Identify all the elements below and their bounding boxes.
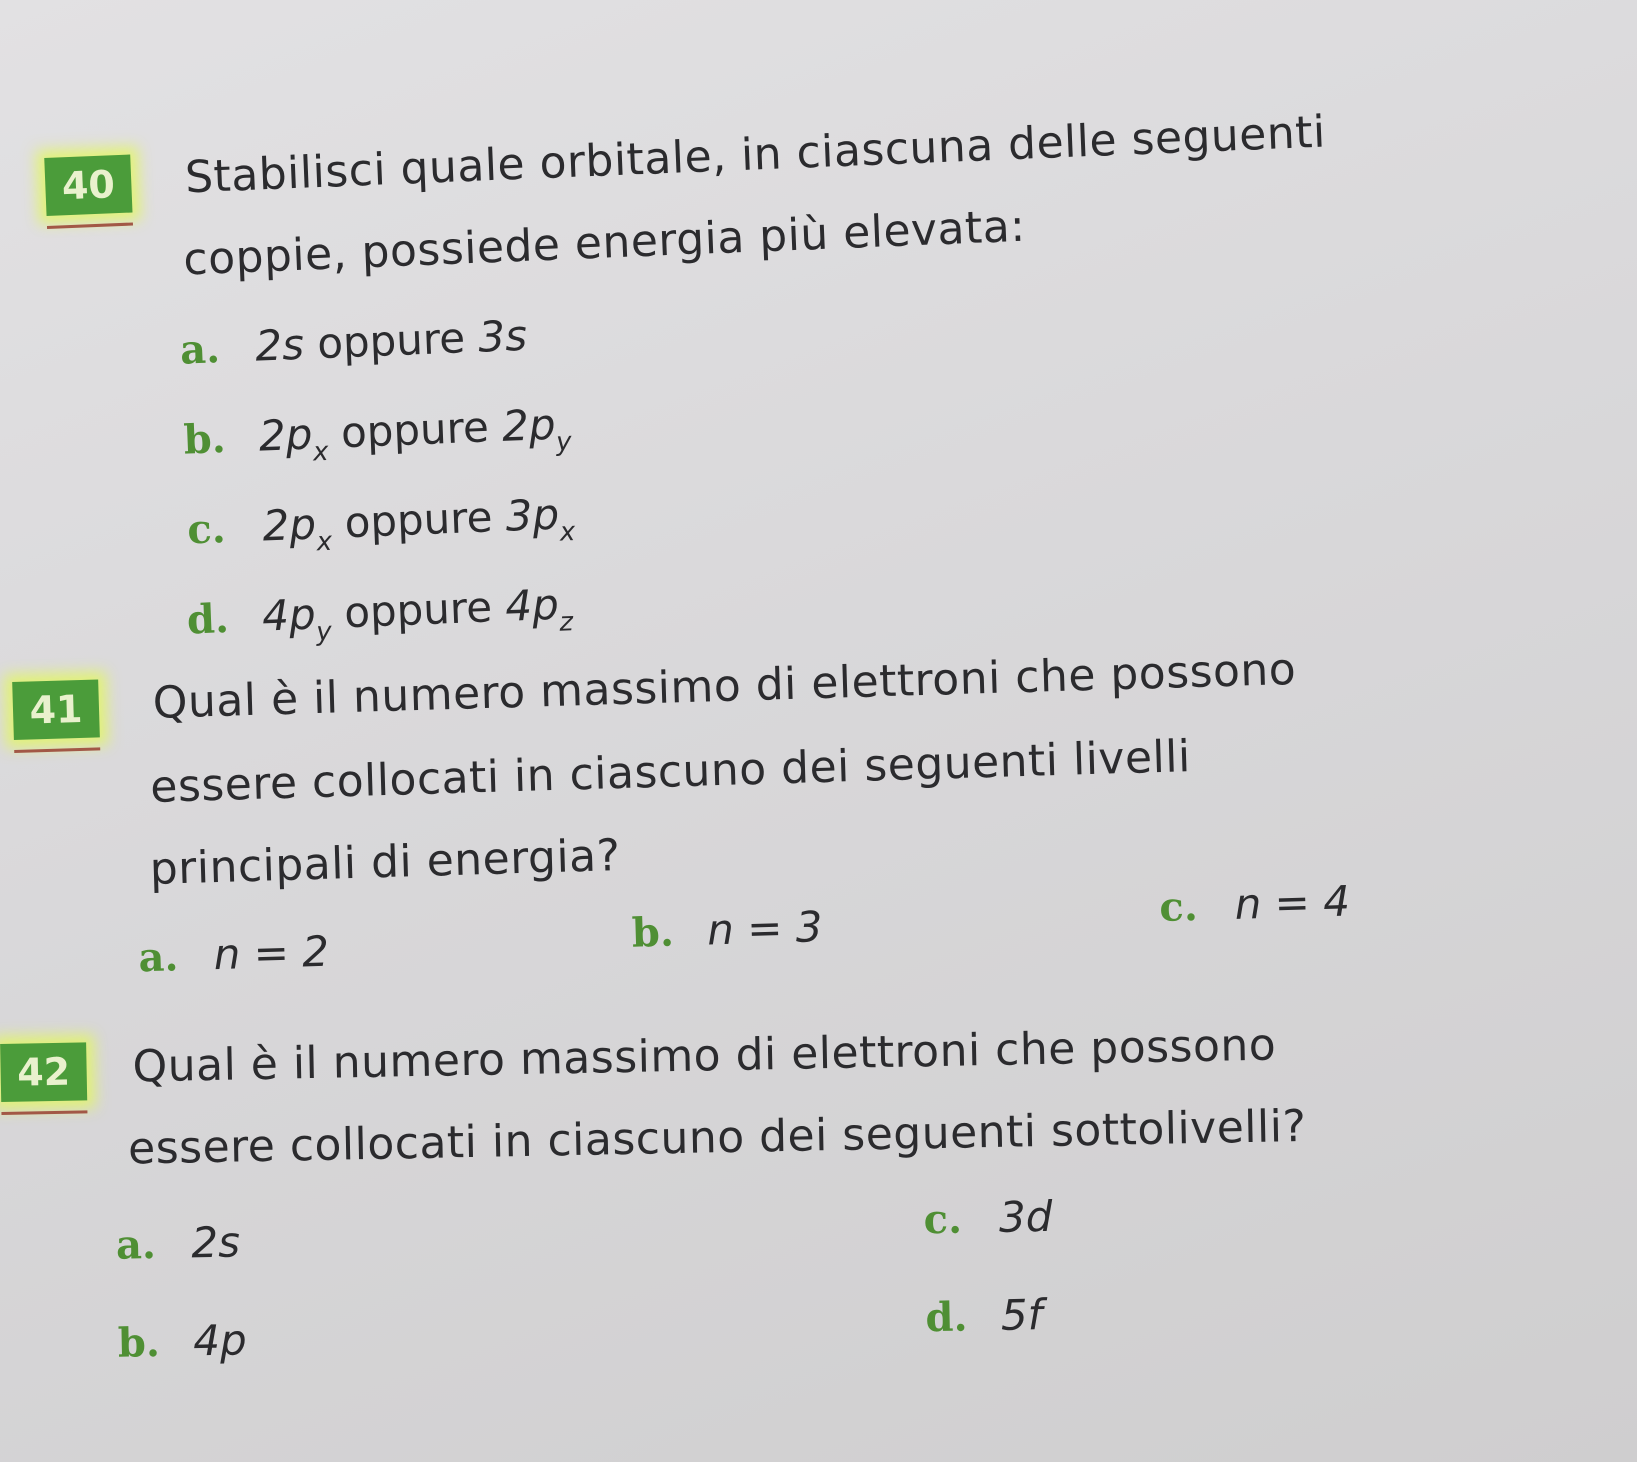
option-d: [186, 579, 574, 652]
option-letter: c.: [1158, 882, 1199, 932]
exercise-number-badge: 40: [44, 155, 132, 216]
option-letter: c.: [186, 505, 227, 554]
orbital-1: 4p: [261, 589, 317, 641]
option-c: [186, 489, 575, 563]
orbital-1-subscript: x: [312, 436, 330, 468]
option-letter: d.: [185, 594, 230, 644]
orbital-1: 2p: [261, 499, 317, 551]
question-line-2: essere collocati in ciascuno dei seguenti sottolivelli?: [127, 1100, 1307, 1175]
orbital-2-subscript: z: [558, 607, 574, 638]
orbital-2: 3p: [504, 489, 561, 541]
question-line-1: Stabilisci quale orbitale, in ciascuna delle seguenti: [184, 106, 1327, 204]
option-separator: oppure: [316, 313, 466, 369]
orbital-2: 4p: [504, 579, 560, 631]
orbital-2: 2p: [501, 399, 557, 451]
option-letter: d.: [925, 1293, 968, 1342]
option-letter: b.: [117, 1318, 161, 1367]
option-c: [923, 1192, 1053, 1243]
sublevel: 2s: [190, 1217, 241, 1268]
option-b: [631, 902, 823, 957]
option-a: [116, 1217, 241, 1268]
level-expression: n = 2: [212, 926, 330, 980]
option-b: [117, 1315, 247, 1366]
level-expression: n = 3: [706, 902, 824, 955]
option-letter: a.: [137, 933, 179, 982]
exercise-number-badge: 41: [12, 679, 100, 740]
option-letter: b.: [182, 414, 227, 464]
orbital-1-subscript: x: [316, 526, 333, 558]
level-expression: n = 4: [1233, 876, 1351, 929]
option-b: [183, 399, 572, 473]
question-line-1: Qual è il numero massimo di elettroni che possono: [132, 1019, 1277, 1093]
question-line-1: Qual è il numero massimo di elettroni che possono: [152, 643, 1297, 729]
option-a: [138, 927, 330, 982]
option-separator: oppure: [343, 492, 494, 548]
option-letter: a.: [179, 325, 221, 374]
orbital-2-subscript: x: [559, 517, 576, 548]
sublevel: 4p: [192, 1315, 248, 1366]
option-separator: oppure: [340, 402, 490, 458]
orbital-1-subscript: y: [315, 616, 333, 648]
option-letter: c.: [923, 1195, 963, 1244]
sublevel: 5f: [1000, 1290, 1043, 1340]
sublevel: 3d: [998, 1191, 1053, 1242]
option-letter: a.: [115, 1221, 157, 1269]
question-line-2: essere collocati in ciascuno dei seguenti livelli: [149, 731, 1192, 813]
option-c: [1159, 876, 1351, 931]
orbital-2-subscript: y: [555, 427, 573, 458]
option-separator: oppure: [343, 582, 493, 638]
orbital-1: 2s: [254, 319, 305, 371]
orbital-1: 2p: [257, 409, 314, 461]
option-d: [925, 1290, 1043, 1341]
exercise-number-badge: 42: [0, 1042, 87, 1102]
option-letter: b.: [631, 908, 675, 957]
option-a: [179, 311, 528, 374]
question-line-3: principali di energia?: [149, 830, 622, 895]
orbital-2: 3s: [477, 310, 528, 362]
question-line-2: coppie, possiede energia più elevata:: [182, 200, 1027, 286]
